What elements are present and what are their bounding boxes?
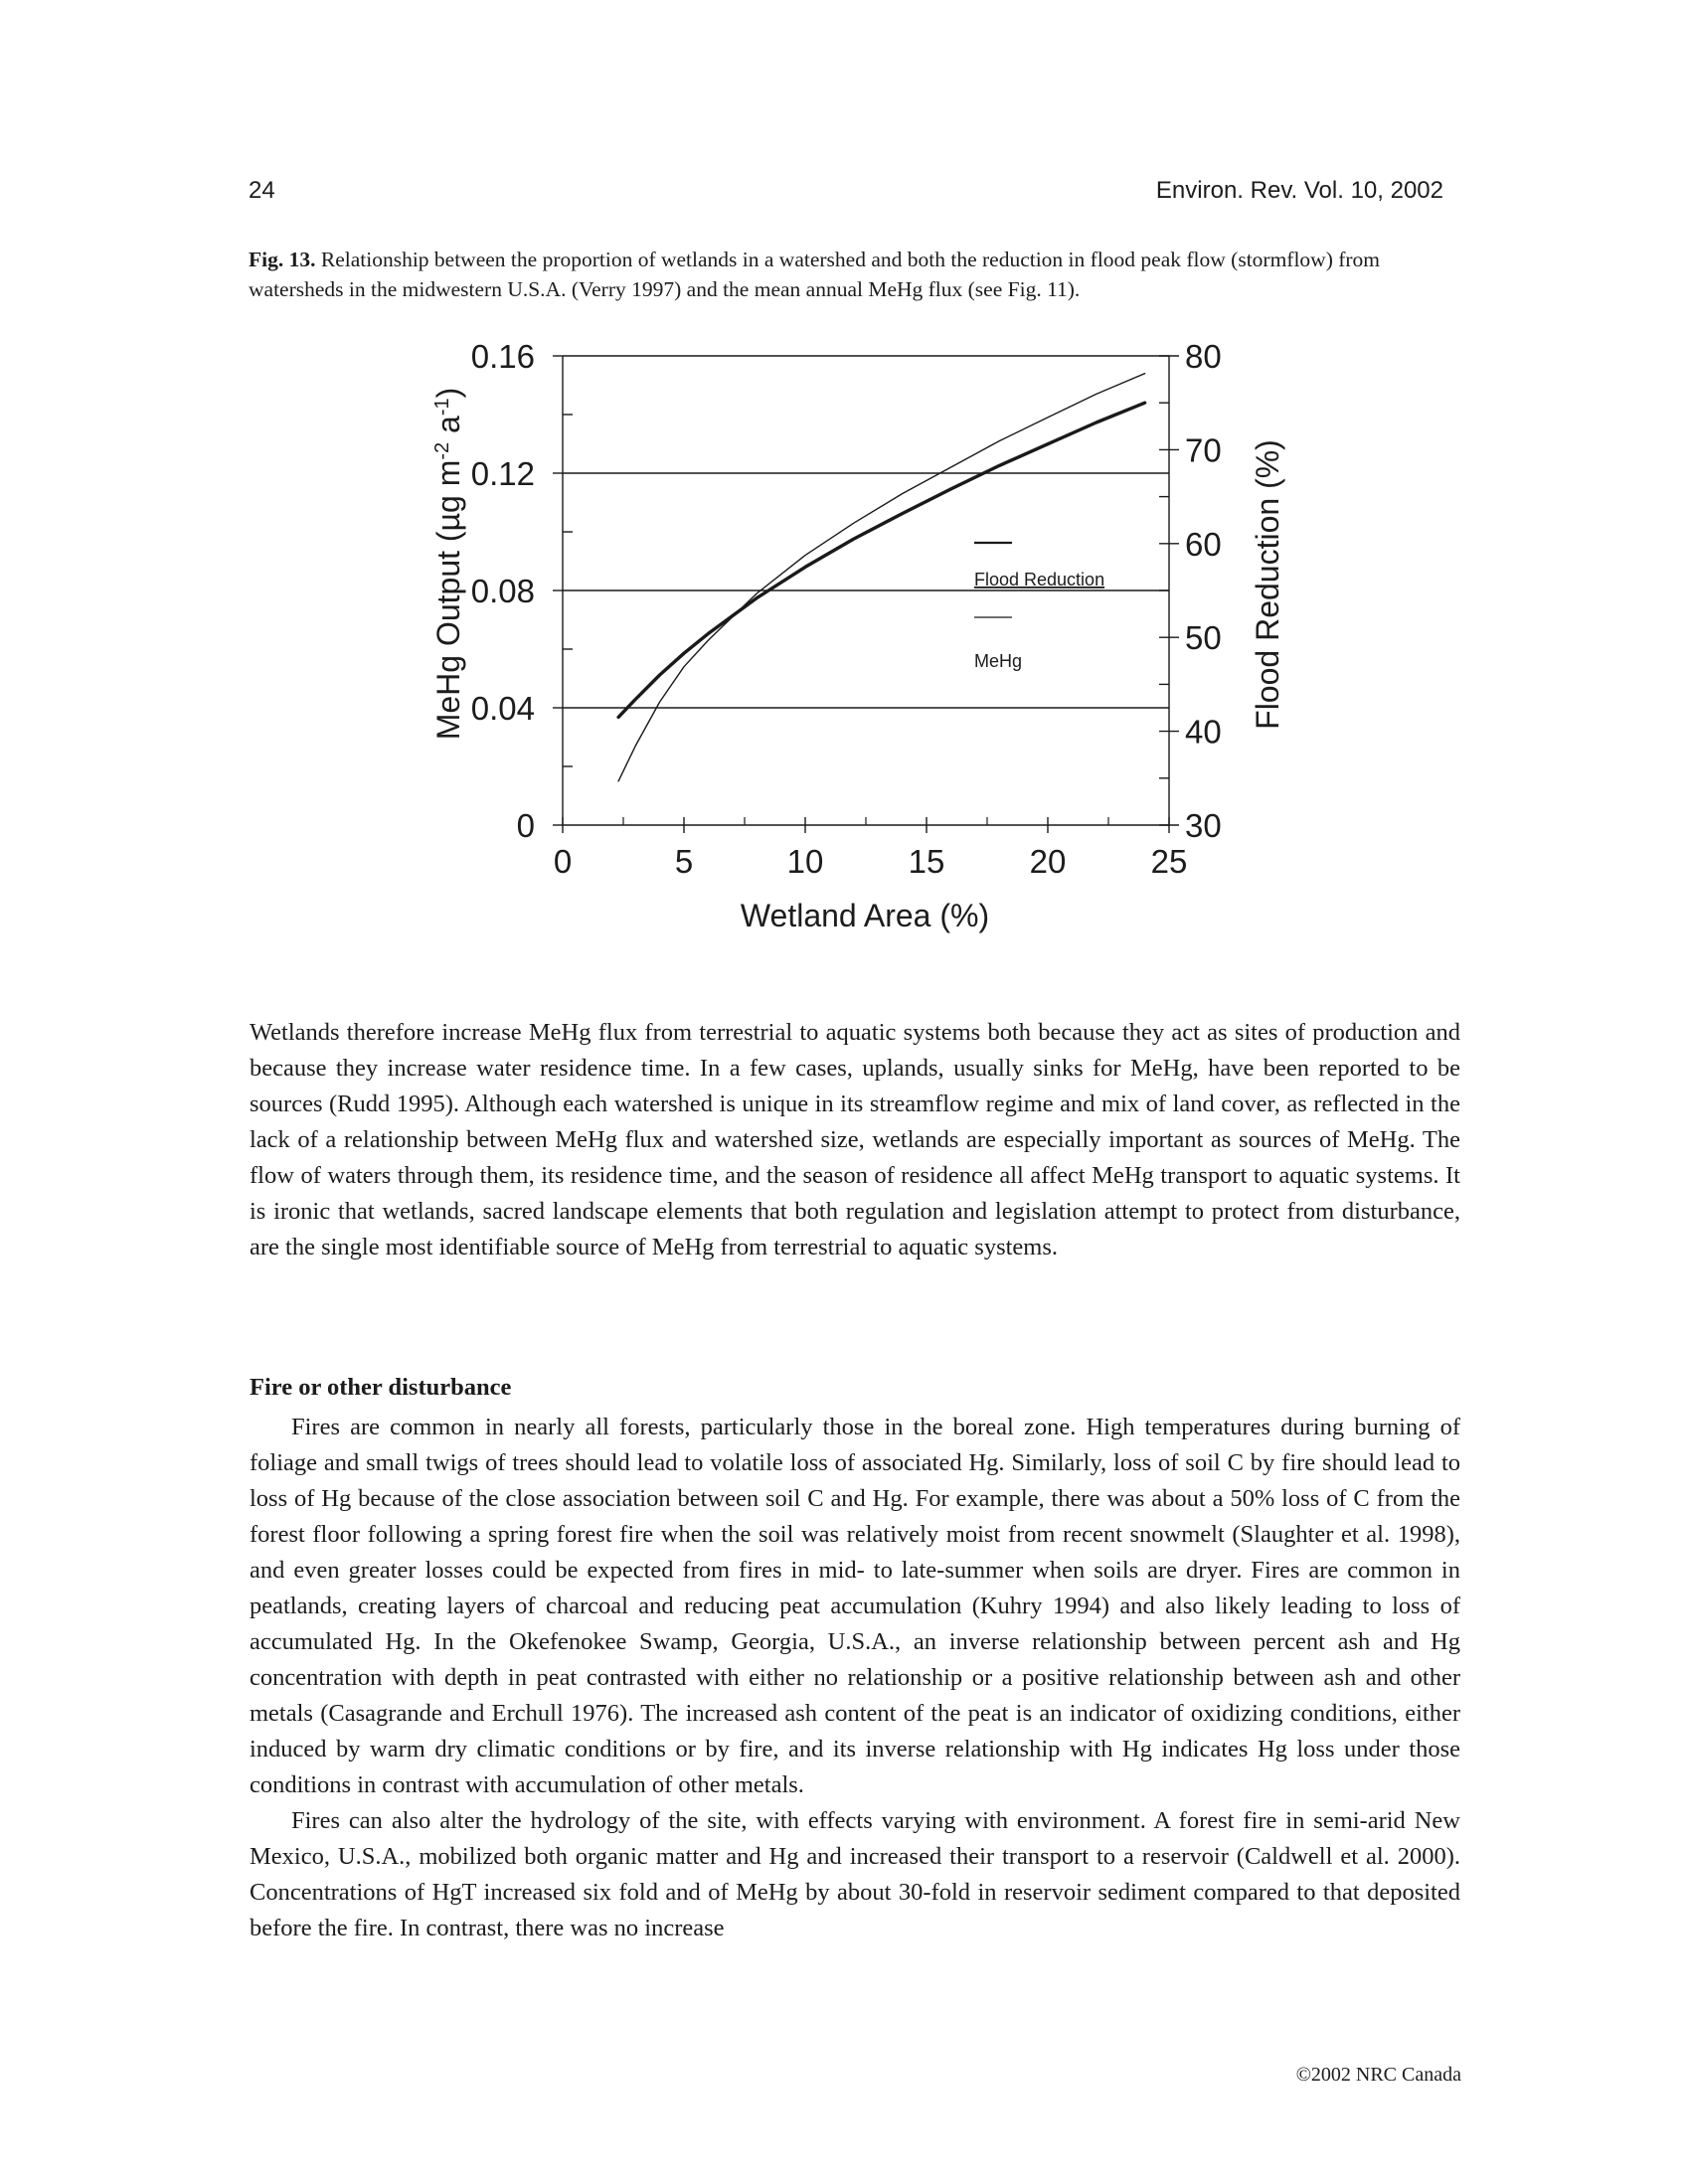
series-line-1 bbox=[618, 374, 1145, 781]
y-tick-label-right-1: 40 bbox=[1185, 713, 1222, 751]
running-head: Environ. Rev. Vol. 10, 2002 bbox=[1155, 177, 1443, 204]
paragraph-3-text: Fires can also alter the hydrology of the site, with effects varying with environment. A forest fire in semi-arid New Mexico, U.S.A., mobilized both organic matter and Hg and increased their transport to a reservoir (Caldwell et al. 2000). Concentrations of HgT increased six fold and of MeHg by about 30-fold in reservoir sediment compared to that deposited before the fire. In contrast, there was no increase bbox=[250, 1807, 1460, 1941]
legend-label-flood-reduction: Flood Reduction bbox=[974, 570, 1105, 589]
chart-legend bbox=[974, 543, 1104, 671]
page-number: 24 bbox=[249, 177, 275, 204]
y-axis-title-left-sup2: -1 bbox=[431, 398, 453, 417]
copyright: ©2002 NRC Canada bbox=[1295, 2064, 1461, 2086]
y-tick-label-right-0: 30 bbox=[1185, 807, 1222, 844]
y-tick-label-right-4: 70 bbox=[1185, 431, 1222, 469]
y-tick-label-left-1: 0.04 bbox=[470, 690, 535, 727]
chart-layer bbox=[471, 338, 1222, 880]
legend-label-mehg: MeHg bbox=[974, 651, 1023, 671]
x-tick-label-0: 0 bbox=[553, 843, 573, 880]
x-tick-label-1: 5 bbox=[674, 843, 694, 880]
section-heading: Fire or other disturbance bbox=[250, 1374, 512, 1401]
x-tick-label-2: 10 bbox=[786, 843, 824, 880]
x-tick-label-4: 20 bbox=[1029, 843, 1067, 880]
y-tick-label-right-3: 60 bbox=[1185, 525, 1222, 563]
x-axis-title: Wetland Area (%) bbox=[740, 898, 990, 933]
paragraph-2-text: Fires are common in nearly all forests, particularly those in the boreal zone. High temperatures during burning of foliage and small twigs of trees should lead to volatile loss of associated Hg. Similarly, loss of soil C by fire should lead to loss of Hg because of the close association between soil C and Hg. For example, there was about a 50% loss of C from the forest floor following a spring forest fire when the soil was relatively moist from recent snowmelt (Slaughter et al. 1998), and even greater losses could be expected from fires in mid- to late-summer when soils are dryer. Fires are common in peatlands, creating layers of charcoal and reducing peat accumulation (Kuhry 1994) and also likely leading to loss of accumulated Hg. In the Okefenokee Swamp, Georgia, U.S.A., an inverse relationship between percent ash and Hg concentration with depth in peat contrasted with either no relationship or a positive relationship between ash and other metals (Casagrande and Erchull 1976). The increased ash content of the peat is an indicator of oxidizing conditions, either induced by warm dry climatic conditions or by fire, and its inverse relationship with Hg indicates Hg loss under those conditions in contrast with accumulation of other metals. bbox=[250, 1414, 1460, 1798]
y-axis-title-left-space: a bbox=[430, 416, 466, 442]
y-tick-label-left-0: 0 bbox=[516, 807, 535, 844]
figure-caption-text: Relationship between the proportion of wetlands in a watershed and both the reduction in flood peak flow (stormflow) from watersheds in the midwestern U.S.A. (Verry 1997) and the mean annual MeHg flux (see Fig. 11). bbox=[249, 248, 1381, 301]
y-axis-title-left-sup1: -2 bbox=[431, 441, 453, 460]
body-section-text bbox=[250, 1410, 1460, 1946]
y-axis-title-right: Flood Reduction (%) bbox=[1250, 439, 1285, 730]
y-tick-label-right-2: 50 bbox=[1185, 619, 1222, 657]
x-tick-label-3: 15 bbox=[908, 843, 945, 880]
y-tick-label-right-5: 80 bbox=[1185, 338, 1222, 375]
y-axis-title-left: MeHg Output (µg $m^{-2}$ $a^{-1}$) bbox=[430, 387, 466, 741]
y-tick-label-left-3: 0.12 bbox=[470, 455, 535, 492]
y-tick-label-left-2: 0.08 bbox=[470, 573, 535, 609]
y-tick-label-left-4: 0.16 bbox=[470, 338, 535, 375]
x-tick-label-5: 25 bbox=[1150, 843, 1188, 880]
paragraph-1-text: Wetlands therefore increase MeHg flux from terrestrial to aquatic systems both because they act as sites of production and because they increase water residence time. In a few cases, uplands, usually sinks for MeHg, have been reported to be sources (Rudd 1995). Although each watershed is unique in its streamflow regime and mix of land cover, as reflected in the lack of a relationship between MeHg flux and watershed size, wetlands are especially important as sources of MeHg. The flow of waters through them, its residence time, and the season of residence all affect MeHg transport to aquatic systems. It is ironic that wetlands, sacred landscape elements that both regulation and legislation attempt to protect from disturbance, are the single most identifiable source of MeHg from terrestrial to aquatic systems. bbox=[250, 1019, 1460, 1260]
figure-caption-label: Fig. 13. bbox=[249, 248, 316, 271]
y-axis-title-left-close: ) bbox=[430, 387, 466, 399]
series-line-0 bbox=[618, 403, 1145, 717]
figure-caption bbox=[249, 245, 1441, 304]
body-paragraph-1 bbox=[250, 1015, 1460, 1265]
